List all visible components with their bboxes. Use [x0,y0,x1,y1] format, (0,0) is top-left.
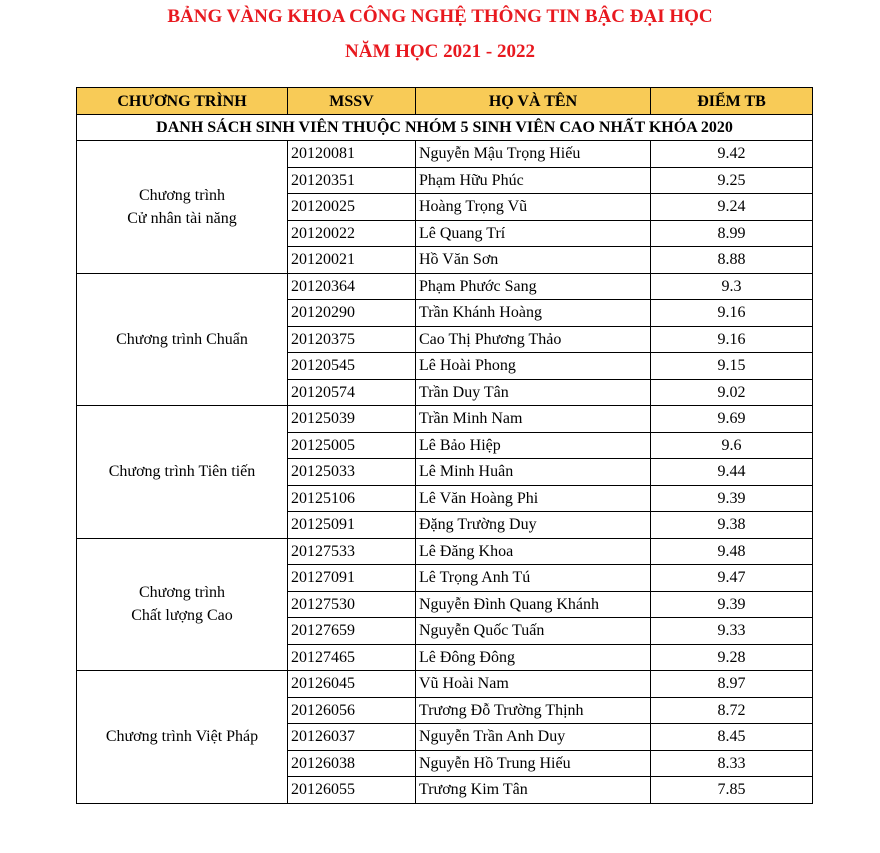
table-row [77,538,813,565]
student-name-cell: Trương Kim Tân [416,777,651,804]
student-id-cell: 20127530 [288,591,416,618]
gpa-cell: 9.16 [651,326,813,353]
gpa-cell: 9.44 [651,459,813,486]
program-name-line2: Chất lượng Cao [131,607,233,625]
gpa-cell: 9.33 [651,618,813,645]
student-name-cell: Lê Đông Đông [416,644,651,671]
header-score: ĐIỂM TB [651,88,813,115]
gpa-cell: 7.85 [651,777,813,804]
program-name-line1: Chương trình Tiên tiến [108,463,256,481]
program-name-line1: Chương trình [138,584,226,602]
student-id-cell: 20120545 [288,353,416,380]
gpa-cell: 9.39 [651,485,813,512]
program-cell [77,671,288,804]
list-subtitle: DANH SÁCH SINH VIÊN THUỘC NHÓM 5 SINH VIÊN CAO NHẤT KHÓA 2020 [77,115,813,141]
student-id-cell: 20125091 [288,512,416,539]
student-id-cell: 20126055 [288,777,416,804]
table-row [77,671,813,698]
student-id-cell: 20125106 [288,485,416,512]
student-name-cell: Trương Đỗ Trường Thịnh [416,697,651,724]
gpa-cell: 9.47 [651,565,813,592]
student-name-cell: Lê Bảo Hiệp [416,432,651,459]
subtitle-row [77,115,813,141]
student-name-cell: Nguyễn Trần Anh Duy [416,724,651,751]
program-name-line1: Chương trình [138,186,226,204]
gpa-cell: 9.69 [651,406,813,433]
student-name-cell: Lê Hoài Phong [416,353,651,380]
student-name-cell: Trần Minh Nam [416,406,651,433]
student-id-cell: 20120021 [288,247,416,274]
gpa-cell: 9.38 [651,512,813,539]
header-program: CHƯƠNG TRÌNH [77,88,288,115]
gpa-cell: 9.16 [651,300,813,327]
page-title: BẢNG VÀNG KHOA CÔNG NGHỆ THÔNG TIN BẬC ĐẠI HỌC [167,6,713,27]
student-name-cell: Nguyễn Mậu Trọng Hiếu [416,141,651,168]
header-row [77,88,813,115]
program-cell [77,141,288,274]
student-id-cell: 20126056 [288,697,416,724]
student-name-cell: Phạm Phước Sang [416,273,651,300]
student-id-cell: 20120022 [288,220,416,247]
student-id-cell: 20120290 [288,300,416,327]
student-name-cell: Phạm Hữu Phúc [416,167,651,194]
student-name-cell: Trần Khánh Hoàng [416,300,651,327]
gpa-cell: 8.45 [651,724,813,751]
student-id-cell: 20126038 [288,750,416,777]
header-name: HỌ VÀ TÊN [416,88,651,115]
page-subtitle-year: NĂM HỌC 2021 - 2022 [345,41,535,62]
student-name-cell: Cao Thị Phương Thảo [416,326,651,353]
student-id-cell: 20127465 [288,644,416,671]
gpa-cell: 9.25 [651,167,813,194]
honor-roll-table [76,87,813,804]
student-name-cell: Lê Minh Huân [416,459,651,486]
student-name-cell: Hồ Văn Sơn [416,247,651,274]
student-id-cell: 20120574 [288,379,416,406]
program-cell [77,538,288,671]
student-name-cell: Nguyễn Quốc Tuấn [416,618,651,645]
program-name-line2: Cử nhân tài năng [127,209,237,227]
student-id-cell: 20126037 [288,724,416,751]
student-name-cell: Đặng Trường Duy [416,512,651,539]
student-name-cell: Lê Đăng Khoa [416,538,651,565]
program-cell [77,406,288,539]
gpa-cell: 8.97 [651,671,813,698]
student-id-cell: 20127091 [288,565,416,592]
student-id-cell: 20127533 [288,538,416,565]
gpa-cell: 8.33 [651,750,813,777]
gpa-cell: 9.28 [651,644,813,671]
gpa-cell: 8.99 [651,220,813,247]
gpa-cell: 8.88 [651,247,813,274]
program-name-line1: Chương trình Chuẩn [116,330,248,348]
gpa-cell: 8.72 [651,697,813,724]
student-id-cell: 20120025 [288,194,416,221]
student-id-cell: 20126045 [288,671,416,698]
table-row [77,273,813,300]
gpa-cell: 9.3 [651,273,813,300]
student-name-cell: Nguyễn Đình Quang Khánh [416,591,651,618]
student-name-cell: Lê Văn Hoàng Phi [416,485,651,512]
gpa-cell: 9.6 [651,432,813,459]
student-id-cell: 20120364 [288,273,416,300]
gpa-cell: 9.24 [651,194,813,221]
program-name-line1: Chương trình Việt Pháp [105,728,259,746]
student-name-cell: Hoàng Trọng Vũ [416,194,651,221]
student-id-cell: 20125033 [288,459,416,486]
student-name-cell: Nguyễn Hồ Trung Hiếu [416,750,651,777]
student-name-cell: Vũ Hoài Nam [416,671,651,698]
student-id-cell: 20125039 [288,406,416,433]
student-name-cell: Lê Trọng Anh Tú [416,565,651,592]
gpa-cell: 9.02 [651,379,813,406]
table-row [77,406,813,433]
student-name-cell: Trần Duy Tân [416,379,651,406]
table-row [77,141,813,168]
header-mssv: MSSV [288,88,416,115]
gpa-cell: 9.42 [651,141,813,168]
gpa-cell: 9.15 [651,353,813,380]
student-id-cell: 20127659 [288,618,416,645]
student-id-cell: 20120375 [288,326,416,353]
student-id-cell: 20120081 [288,141,416,168]
gpa-cell: 9.39 [651,591,813,618]
student-name-cell: Lê Quang Trí [416,220,651,247]
student-id-cell: 20120351 [288,167,416,194]
student-id-cell: 20125005 [288,432,416,459]
gpa-cell: 9.48 [651,538,813,565]
program-cell [77,273,288,406]
